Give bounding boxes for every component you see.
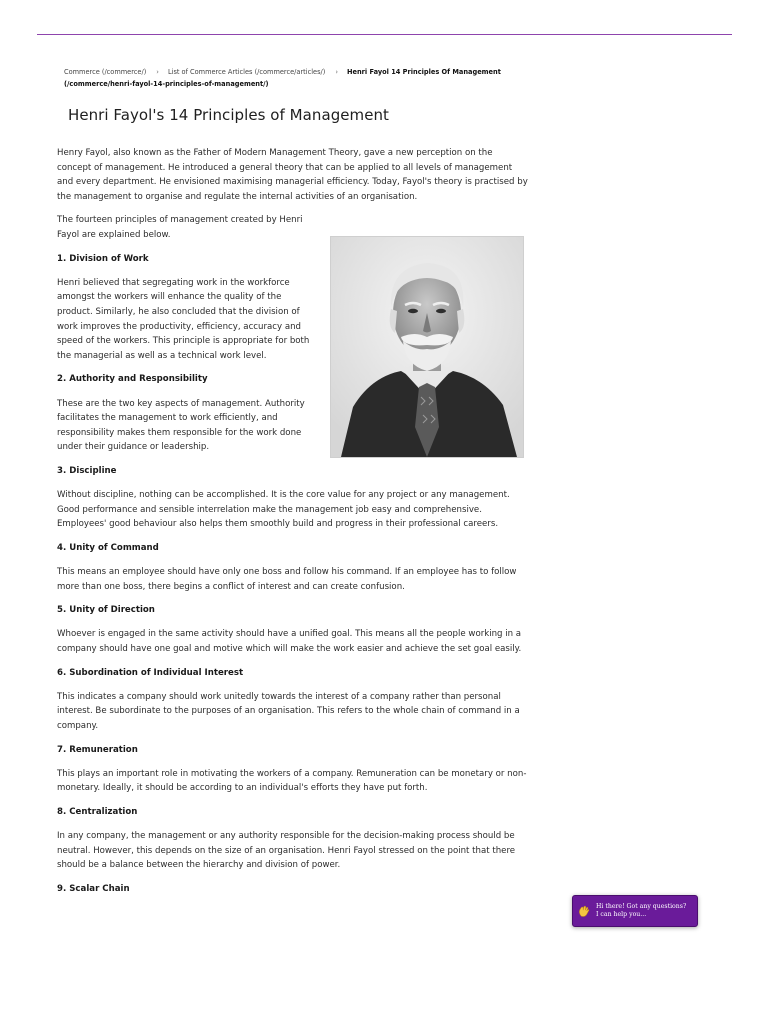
principle-heading: 9. Scalar Chain <box>57 883 130 894</box>
principle-text: These are the two key aspects of management. Authority facilitates the management to work efficiently, and responsibility makes them responsible for the work done under their guidance or leadership. <box>57 398 305 453</box>
principle-heading: 8. Centralization <box>57 806 138 817</box>
principle-heading: 3. Discipline <box>57 465 117 476</box>
principle-text: In any company, the management or any authority responsible for the decision-making process should be neutral. However, this depends on the size of an organisation. Henri Fayol stressed on the point that there should be a balance between the hierarchy and division of power. <box>57 831 516 871</box>
breadcrumb-separator: › <box>156 68 159 76</box>
top-divider <box>37 34 732 35</box>
henri-fayol-portrait <box>330 236 524 458</box>
waving-hand-icon <box>577 904 591 918</box>
principle-text: Without discipline, nothing can be accomplished. It is the core value for any project or any management. Good performance and sensible interrelation make the management job easy and comprehensive. Employees' good behaviour also helps them smoothly build and progress in their professional careers. <box>57 490 510 530</box>
lead-paragraph: The fourteen principles of management created by Henri Fayol are explained below. <box>57 215 303 240</box>
principle-heading: 1. Division of Work <box>57 253 149 264</box>
principle-heading: 7. Remuneration <box>57 744 138 755</box>
principle-heading: 5. Unity of Direction <box>57 605 155 616</box>
principle-text: Henri believed that segregating work in the workforce amongst the workers will enhance the quality of the product. Similarly, he also concluded that the division of work improves the productivity, efficiency, accuracy and speed of the workers. This principle is appropriate for both the managerial as well as a technical work level. <box>57 277 310 361</box>
breadcrumb-separator: › <box>335 68 338 76</box>
principle-heading: 2. Authority and Responsibility <box>57 374 208 385</box>
chat-widget-message: Hi there! Got any questions? I can help you... <box>596 902 687 918</box>
breadcrumb-link-commerce[interactable]: Commerce (/commerce/) <box>64 68 147 76</box>
principle-text: This indicates a company should work unitedly towards the interest of a company rather than personal interest. Be subordinate to the purposes of an organisation. This refers to the whole chain of command in a company. <box>57 691 520 731</box>
breadcrumb-link-articles[interactable]: List of Commerce Articles (/commerce/articles/) <box>167 68 326 76</box>
principle-heading: 4. Unity of Command <box>57 542 159 553</box>
principle-heading: 6. Subordination of Individual Interest <box>57 667 244 678</box>
principle-text: This plays an important role in motivating the workers of a company. Remuneration can be monetary or non-monetary. Ideally, it should be according to an individual's efforts they have put forth. <box>57 768 527 794</box>
intro-paragraph: Henry Fayol, also known as the Father of Modern Management Theory, gave a new perception on the concept of management. He introduced a general theory that can be applied to all levels of management and every department. He envisioned maximising managerial efficiency. Today, Fayol's theory is practised by the management to organise and regulate the internal activities of an organisation. <box>57 148 528 202</box>
principle-text: Whoever is engaged in the same activity should have a unified goal. This means all the people working in a company should have one goal and motive which will make the work easier and achieve the set goal easily. <box>57 629 522 654</box>
principle-text: This means an employee should have only one boss and follow his command. If an employee has to follow more than one boss, there begins a conflict of interest and can create confusion. <box>57 567 517 592</box>
image-wrap-column <box>57 213 315 455</box>
chat-widget-button[interactable] <box>572 895 698 927</box>
breadcrumb-current-page[interactable]: Henri Fayol 14 Principles Of Management <box>346 68 501 76</box>
breadcrumb-current-path[interactable]: (/commerce/henri-fayol-14-principles-of-management/) <box>64 80 269 88</box>
breadcrumb <box>64 66 534 90</box>
page-title: Henri Fayol's 14 Principles of Management <box>68 106 389 124</box>
